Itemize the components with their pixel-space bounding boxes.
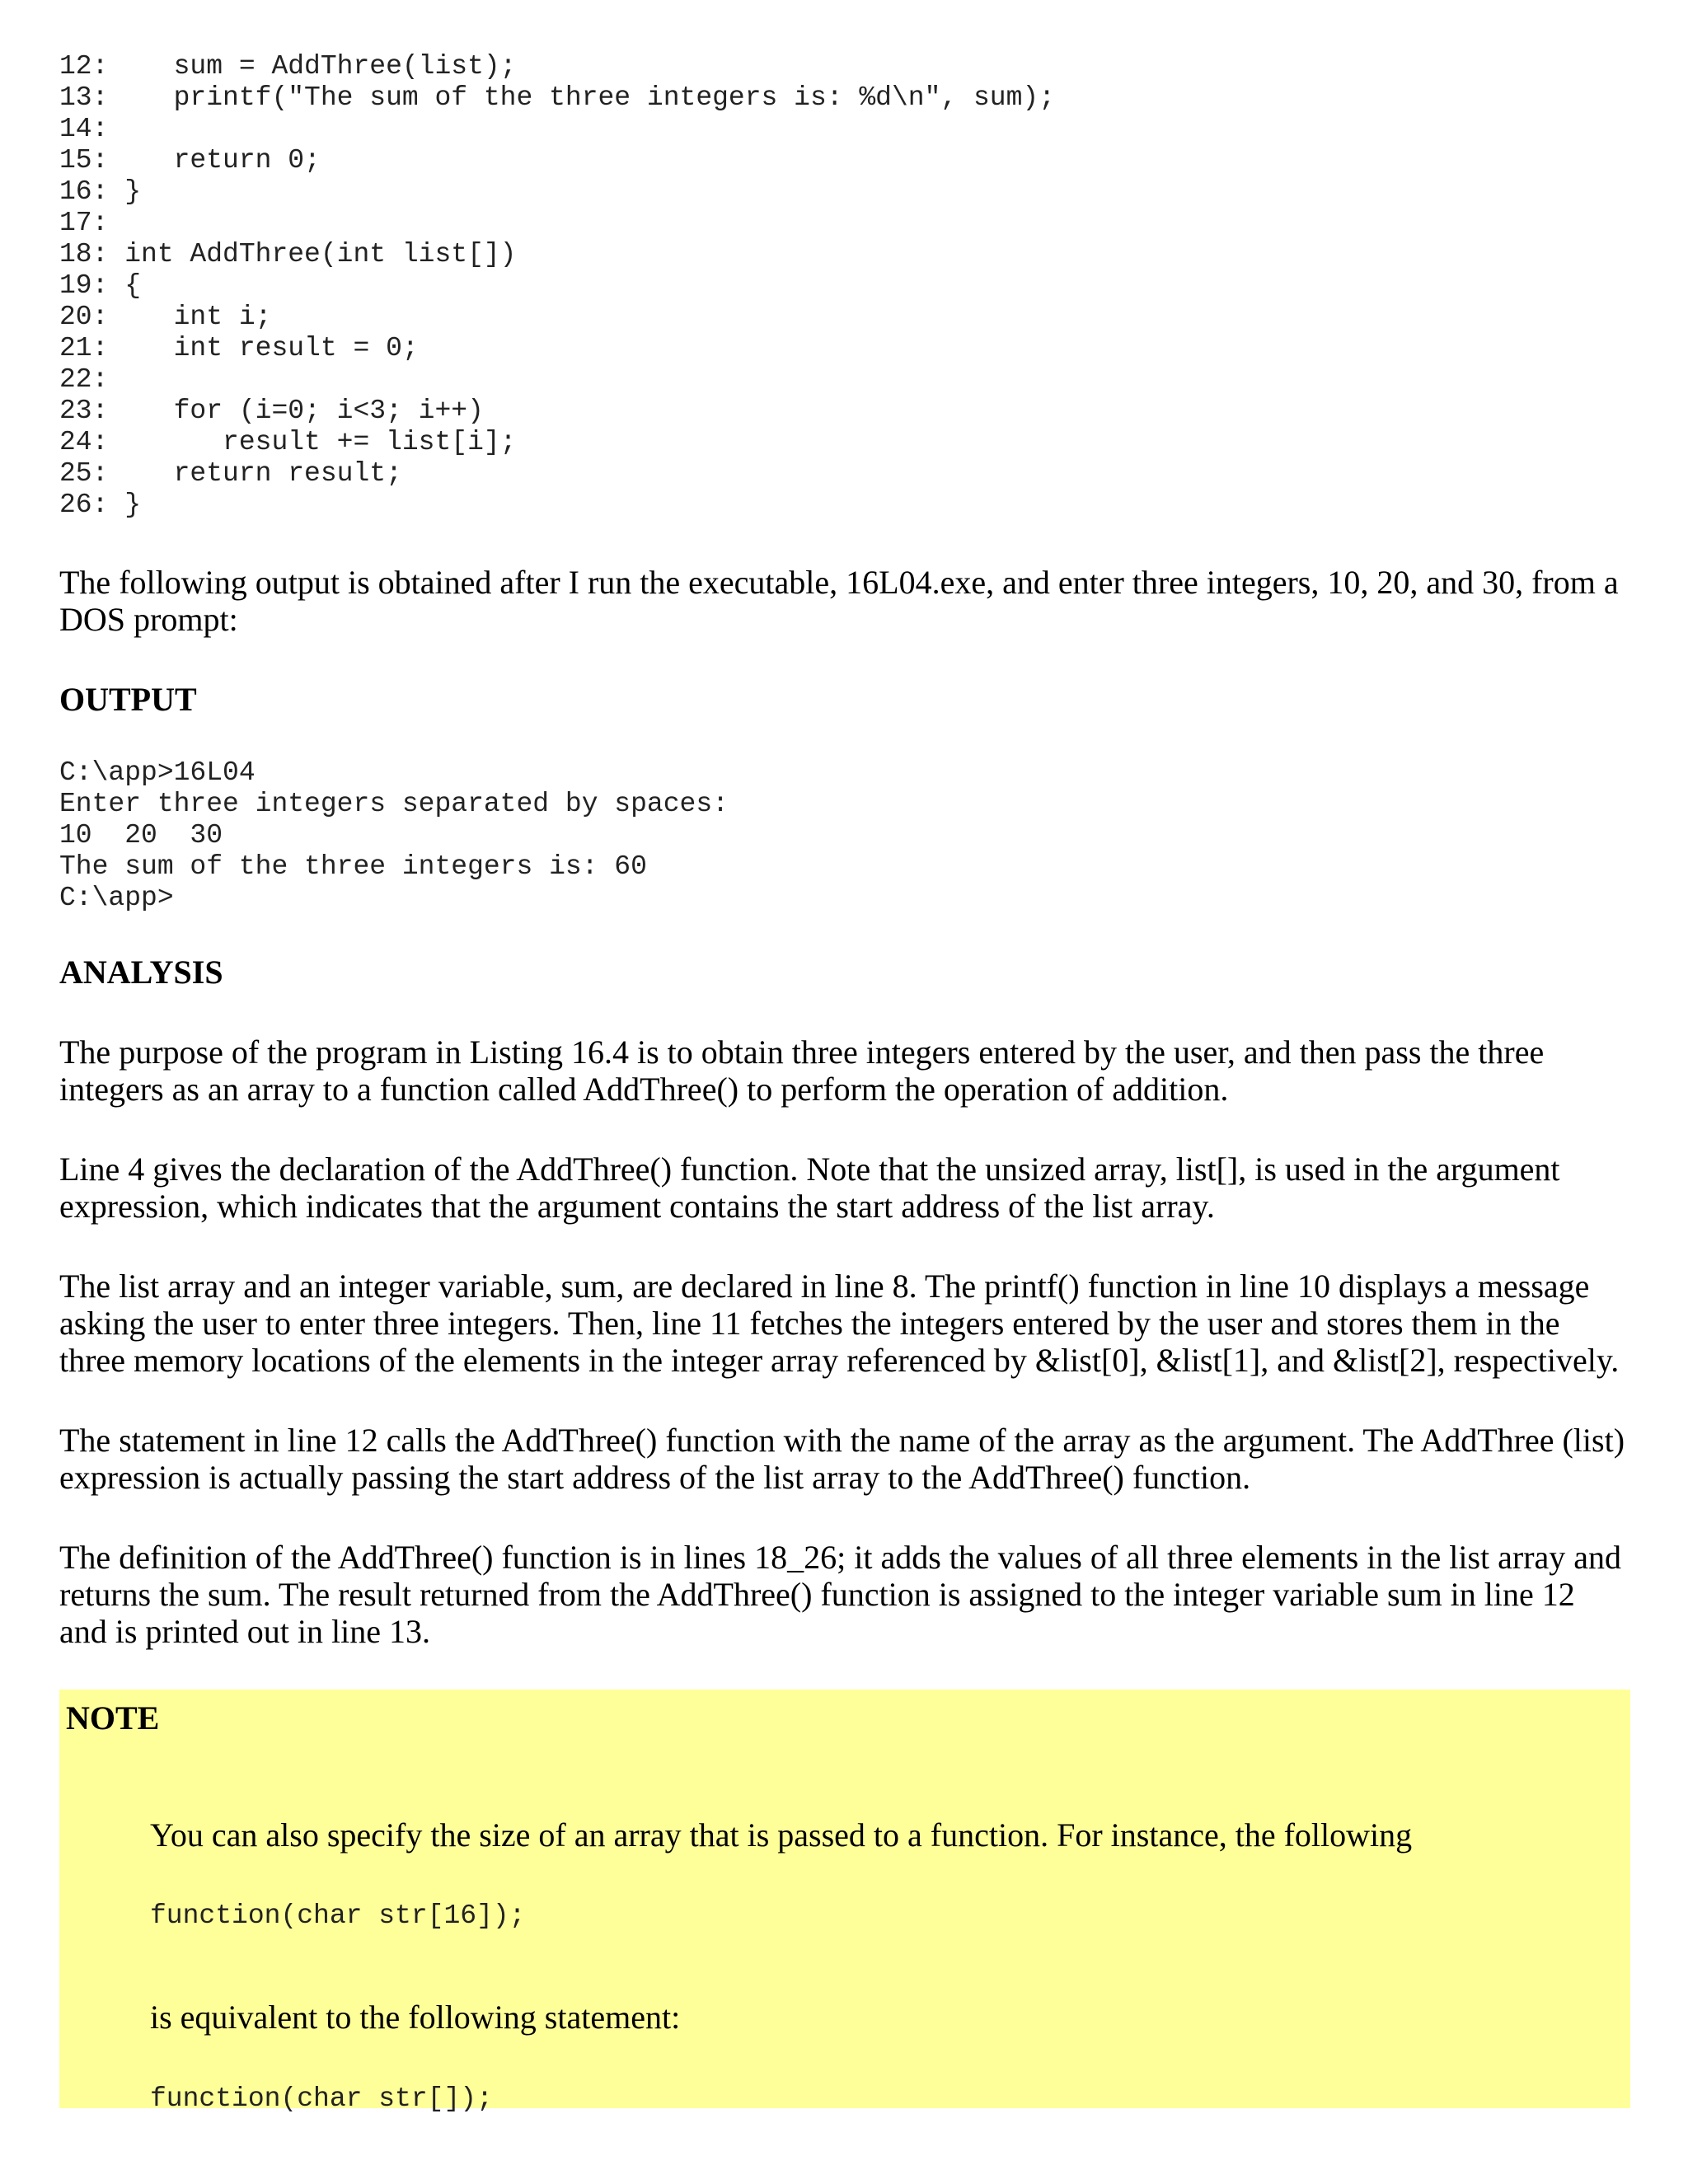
analysis-paragraph: The purpose of the program in Listing 16.4 is to obtain three integers entered by the user, and then pass the three integers as an array to a function called AddThree() to perform the operation of addition. bbox=[59, 1033, 1545, 1108]
code-line: 22: bbox=[59, 364, 109, 395]
code-line: 23: for (i=0; i<3; i++) bbox=[59, 396, 484, 426]
note-code-example: function(char str[16]); bbox=[150, 1900, 526, 1931]
code-line: 17: bbox=[59, 208, 109, 238]
analysis-paragraph: The definition of the AddThree() function is in lines 18_26; it adds the values of all three elements in the list array and returns the sum. The result returned from the AddThree() function is assigned to the integer variable sum in line 12 and is printed out in line 13. bbox=[59, 1539, 1622, 1650]
code-line: 14: bbox=[59, 114, 109, 144]
output-line: Enter three integers separated by spaces: bbox=[59, 789, 729, 819]
output-line: 10 20 30 bbox=[59, 820, 223, 851]
analysis-paragraph: The statement in line 12 calls the AddThree() function with the name of the array as the argument. The AddThree (list) expression is actually passing the start address of the list array to the AddThree() function. bbox=[59, 1422, 1625, 1496]
note-code-example: function(char str[]); bbox=[150, 2083, 493, 2114]
analysis-paragraph: Line 4 gives the declaration of the AddThree() function. Note that the unsized array, list[], is used in the argument expression, which indicates that the argument contains the start address of the list array. bbox=[59, 1151, 1560, 1225]
note-box bbox=[59, 1690, 1630, 2114]
program-output bbox=[59, 757, 1630, 914]
output-heading: OUTPUT bbox=[59, 681, 197, 718]
code-line: 24: result += list[i]; bbox=[59, 427, 517, 457]
code-line: 12: sum = AddThree(list); bbox=[59, 51, 517, 82]
code-line: 16: } bbox=[59, 176, 142, 207]
code-line: 13: printf("The sum of the three integers is: %d\n", sum); bbox=[59, 82, 1055, 113]
output-line: C:\app> bbox=[59, 883, 174, 913]
analysis-heading: ANALYSIS bbox=[59, 954, 223, 991]
code-line: 20: int i; bbox=[59, 302, 272, 332]
output-line: C:\app>16L04 bbox=[59, 757, 256, 788]
analysis-paragraph: The list array and an integer variable, sum, are declared in line 8. The printf() function in line 10 displays a message asking the user to enter three integers. Then, line 11 fetches the integers entered by the user and stores them in the three memory locations of the elements in the integer array referenced by &list[0], &list[1], and &list[2], respectively. bbox=[59, 1268, 1620, 1379]
code-line: 25: return result; bbox=[59, 458, 402, 489]
code-line: 26: } bbox=[59, 490, 142, 520]
note-text: is equivalent to the following statement: bbox=[150, 1999, 681, 2036]
document-page bbox=[59, 51, 1630, 2114]
code-listing bbox=[59, 51, 1630, 521]
code-line: 15: return 0; bbox=[59, 145, 321, 176]
note-text: You can also specify the size of an array that is passed to a function. For instance, the following bbox=[150, 1816, 1413, 1854]
code-line: 19: { bbox=[59, 270, 142, 301]
code-line: 18: int AddThree(int list[]) bbox=[59, 239, 517, 269]
intro-paragraph: The following output is obtained after I run the executable, 16L04.exe, and enter three integers, 10, 20, and 30, from a DOS prompt: bbox=[59, 564, 1619, 638]
code-line: 21: int result = 0; bbox=[59, 333, 419, 363]
note-title: NOTE bbox=[66, 1699, 160, 1736]
output-line: The sum of the three integers is: 60 bbox=[59, 851, 647, 882]
